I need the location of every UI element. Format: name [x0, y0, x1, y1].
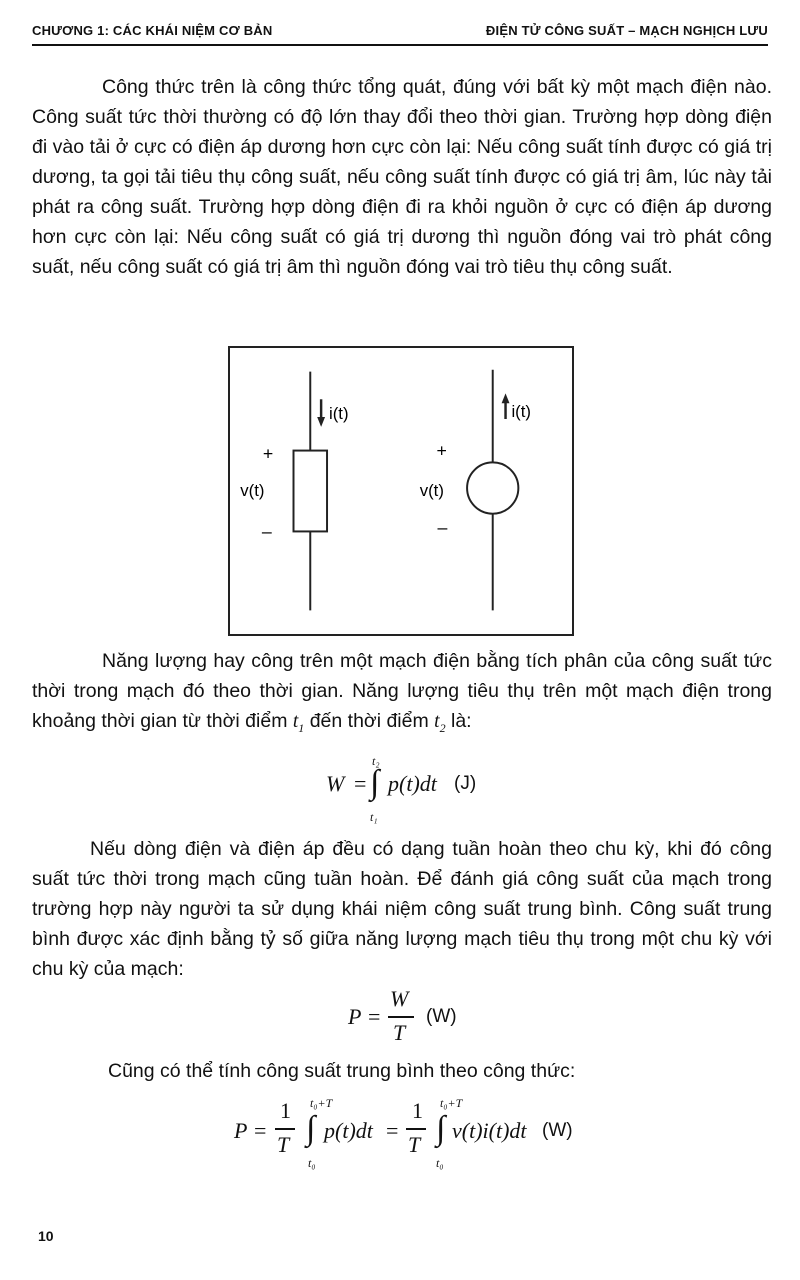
integral-icon: ∫ — [370, 764, 380, 801]
source-plus-sign: + — [436, 440, 447, 461]
energy-text-b: đến thời điểm — [304, 710, 435, 732]
formula3-num2: 1 — [412, 1098, 423, 1123]
formula3-den2: T — [408, 1132, 421, 1157]
load-element — [294, 372, 328, 611]
chapter-title: CHƯƠNG 1: CÁC KHÁI NIỆM CƠ BẢN — [32, 23, 273, 38]
paragraph-power-sign: Công thức trên là công thức tổng quát, đúng với bất kỳ một mạch điện nào. Công suất tức thời thường có độ lớn thay đổi theo thời gian. Trường hợp dòng điện đi vào tải ở cực có điện áp dương hơn cực còn lại: Nếu công suất tính được có giá trị dương, ta gọi tải tiêu thụ công suất, nếu công suất tính được có giá trị âm, lúc này tải phát ra công suất. Trường hợp dòng điện đi ra khỏi nguồn ở cực có điện áp dương hơn cực còn lại: Nếu công suất có giá trị dương thì nguồn đóng vai trò phát công suất, nếu công suất có giá trị âm thì nguồn đóng vai trò tiêu thụ công suất. — [32, 76, 772, 278]
load-plus-sign: + — [262, 443, 274, 464]
var-t2: $t_2$ — [434, 711, 446, 735]
formula3-lhs: P — [234, 1118, 248, 1143]
source-minus-sign: – — [437, 517, 448, 538]
formula3-lower2: t₀ — [436, 1156, 444, 1170]
load-current-label: i(t) — [329, 404, 349, 424]
source-current-arrow-icon — [502, 393, 510, 403]
energy-text-c: là: — [445, 710, 472, 732]
fraction-bar — [388, 1016, 414, 1018]
source-voltage-label: v(t) — [419, 480, 444, 500]
formula2-num: W — [390, 986, 409, 1011]
average-power-integral-formula — [234, 1096, 594, 1172]
load-current-arrow-icon — [317, 417, 325, 427]
formula1-unit: (J) — [454, 773, 477, 794]
book-title: ĐIỆN TỬ CÔNG SUẤT – MẠCH NGHỊCH LƯU — [485, 23, 768, 38]
formula3-num1: 1 — [280, 1098, 291, 1123]
formula3-eq2: = — [386, 1118, 399, 1143]
formula3-body1: p(t)dt — [324, 1118, 373, 1143]
fraction-bar-2 — [406, 1128, 426, 1130]
formula1-body: p(t)dt — [388, 771, 437, 796]
energy-formula — [326, 754, 496, 824]
formula1-eq: = — [354, 771, 367, 796]
fraction-bar-1 — [275, 1128, 295, 1130]
paragraph-energy — [32, 646, 772, 743]
integral-icon: ∫ — [306, 1110, 316, 1147]
paragraph-alt-formula: Cũng có thể tính công suất trung bình theo công thức: — [108, 1060, 576, 1082]
formula1-lower: t₁ — [370, 810, 378, 824]
formula3-unit: (W) — [542, 1120, 573, 1141]
energy-text-a: Năng lượng hay công trên một mạch điện bằng tích phân của công suất tức thời trong mạch đó theo thời gian. Năng lượng tiêu thụ trên một mạch điện trong khoảng thời gian từ thời điểm — [32, 650, 772, 732]
formula2-den: T — [393, 1020, 406, 1045]
formula3-eq: = — [254, 1118, 267, 1143]
formula3-lower1: t₀ — [308, 1156, 316, 1170]
formula3-upper2: t₀+T — [440, 1096, 463, 1110]
source-current-label: i(t) — [511, 402, 531, 422]
formula1-lhs: W — [326, 771, 345, 796]
formula3-den1: T — [277, 1132, 290, 1157]
running-header — [32, 20, 768, 46]
integral-icon: ∫ — [436, 1110, 446, 1147]
load-voltage-label: v(t) — [240, 480, 265, 500]
circuit-figure — [228, 346, 574, 636]
load-minus-sign: – — [261, 521, 272, 542]
formula2-lhs: P — [348, 1004, 362, 1029]
average-power-formula — [348, 986, 478, 1048]
formula2-unit: (W) — [426, 1006, 457, 1027]
var-t1: $t_1$ — [292, 711, 305, 735]
page-number: 10 — [38, 1228, 54, 1244]
formula3-upper1: t₀+T — [310, 1096, 333, 1110]
formula2-eq: = — [368, 1004, 381, 1029]
formula1-upper: t₂ — [372, 754, 380, 768]
formula3-body2: v(t)i(t)dt — [452, 1118, 527, 1143]
paragraph-average-power: Nếu dòng điện và điện áp đều có dạng tuần hoàn theo chu kỳ, khi đó công suất tức thời trong mạch cũng tuần hoàn. Để đánh giá công suất của mạch trong trường hợp này người ta sử dụng khái niệm công suất trung bình. Công suất trung bình được xác định bằng tỷ số giữa năng lượng mạch tiêu thụ trong một chu kỳ với chu kỳ của mạch: — [32, 838, 772, 980]
